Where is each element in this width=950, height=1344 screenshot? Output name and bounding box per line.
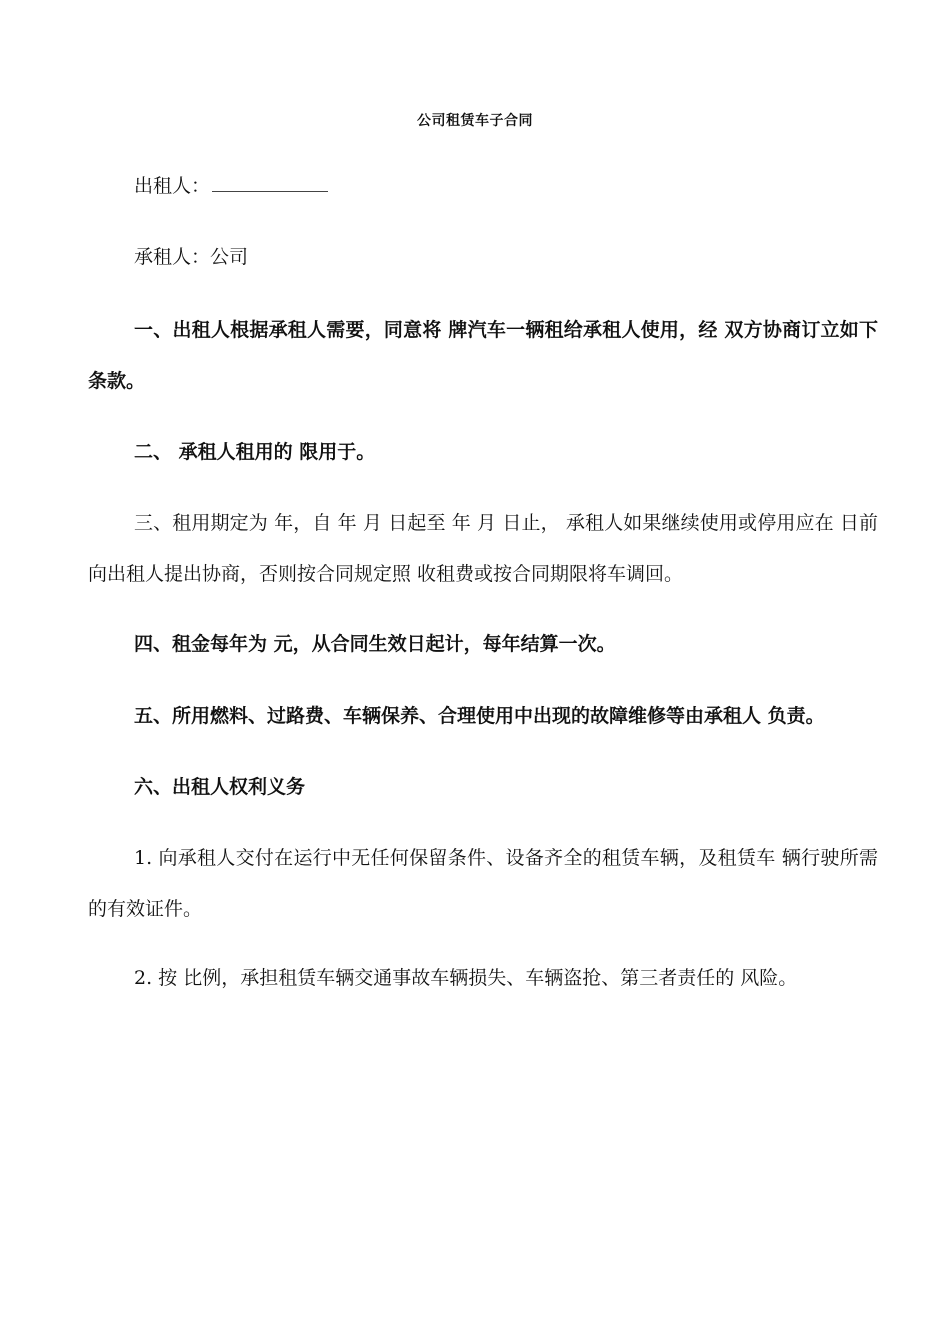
item-2: 2. 按 比例，承担租赁车辆交通事故车辆损失、车辆盗抢、第三者责任的 风险。 xyxy=(134,967,798,989)
item-1: 1. 向承租人交付在运行中无任何保留条件、设备齐全的租赁车辆，及租赁车 辆行驶所需的有效证件。 xyxy=(88,847,878,920)
lessor-line xyxy=(88,161,878,212)
lessor-label: 出租人： xyxy=(134,175,211,197)
clause-1: 一、出租人根据承租人需要，同意将 牌汽车一辆租给承租人使用，经 双方协商订立如下条款。 xyxy=(88,319,878,392)
clause-3: 三、租用期定为 年，自 年 月 日起至 年 月 日止， 承租人如果继续使用或停用应在 日前向出租人提出协商，否则按合同规定照 收租费或按合同期限将车调回。 xyxy=(88,512,878,585)
lessee-line: 承租人：公司 xyxy=(134,246,249,268)
clause-6-heading: 六、出租人权利义务 xyxy=(134,776,306,798)
clause-4: 四、租金每年为 元，从合同生效日起计，每年结算一次。 xyxy=(134,633,616,655)
lessor-blank xyxy=(212,175,328,192)
clause-5: 五、所用燃料、过路费、车辆保养、合理使用中出现的故障维修等由承租人 负责。 xyxy=(134,705,825,727)
document-title: 公司租赁车子合同 xyxy=(417,113,533,129)
clause-2: 二、 承租人租用的 限用于。 xyxy=(134,441,376,463)
